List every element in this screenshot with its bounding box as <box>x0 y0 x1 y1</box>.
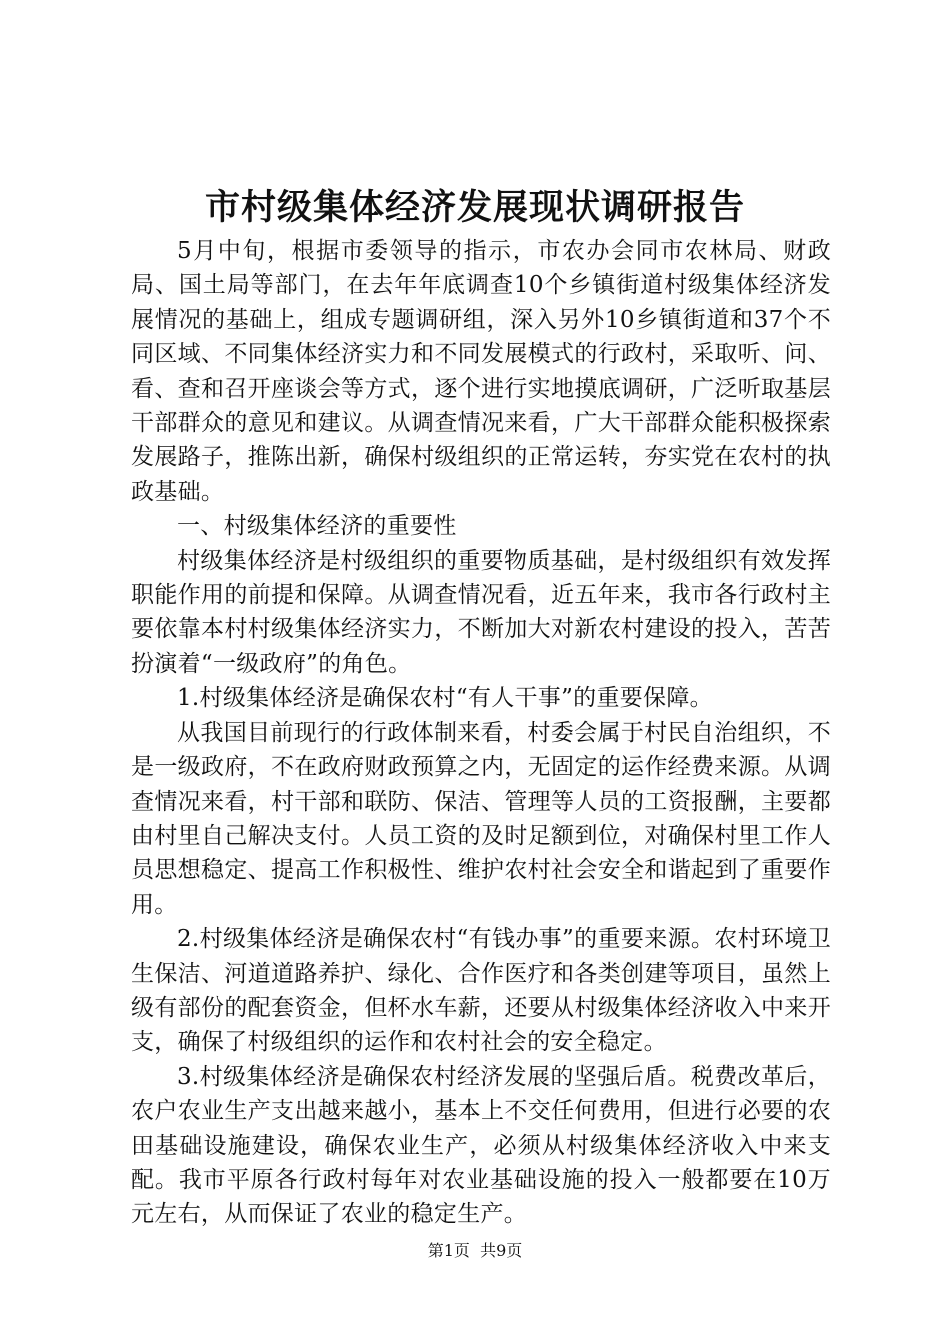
page-number: 第1页 <box>427 1241 470 1260</box>
point-1-paragraph: 从我国目前现行的行政体制来看，村委会属于村民自治组织，不是一级政府，不在政府财政预算之内，无固定的运作经费来源。从调查情况来看，村干部和联防、保洁、管理等人员的工资报酬，主要都由村里自己解决支付。人员工资的及时足额到位，对确保村里工作人员思想稳定、提高工作积极性、维护农村社会安全和谐起到了重要作用。 <box>131 719 831 918</box>
point-3-paragraph: 3.村级集体经济是确保农村经济发展的坚强后盾。税费改革后，农户农业生产支出越来越小，基本上不交任何费用，但进行必要的农田基础设施建设，确保农业生产，必须从村级集体经济收入中来支配。我市平原各行政村每年对农业基础设施的投入一般都要在10万元左右，从而保证了农业的稳定生产。 <box>131 1063 831 1228</box>
page-footer <box>0 1241 950 1261</box>
document-title: 市村级集体经济发展现状调研报告 <box>204 188 745 228</box>
page-total: 共9页 <box>480 1241 523 1260</box>
section-heading-1: 一、村级集体经济的重要性 <box>177 513 457 540</box>
section-1-paragraph: 村级集体经济是村级组织的重要物质基础，是村级组织有效发挥职能作用的前提和保障。从调查情况看，近五年来，我市各行政村主要依靠本村村级集体经济实力，不断加大对新农村建设的投入，苦苦扮演着“一级政府”的角色。 <box>131 547 831 677</box>
intro-paragraph: 5月中旬，根据市委领导的指示，市农办会同市农林局、财政局、国土局等部门，在去年年底调查10个乡镇街道村级集体经济发展情况的基础上，组成专题调研组，深入另外10乡镇街道和37个不同区域、不同集体经济实力和不同发展模式的行政村，采取听、问、看、查和召开座谈会等方式，逐个进行实地摸底调研，广泛听取基层干部群众的意见和建议。从调查情况来看，广大干部群众能积极探索发展路子，推陈出新，确保村级组织的正常运转，夯实党在农村的执政基础。 <box>131 238 831 505</box>
point-2-paragraph: 2.村级集体经济是确保农村“有钱办事”的重要来源。农村环境卫生保洁、河道道路养护、绿化、合作医疗和各类创建等项目，虽然上级有部份的配套资金，但杯水车薪，还要从村级集体经济收入中来开支，确保了村级组织的运作和农村社会的安全稳定。 <box>131 926 831 1056</box>
point-1-heading: 1.村级集体经济是确保农村“有人干事”的重要保障。 <box>177 685 713 712</box>
document-body <box>131 234 831 1232</box>
